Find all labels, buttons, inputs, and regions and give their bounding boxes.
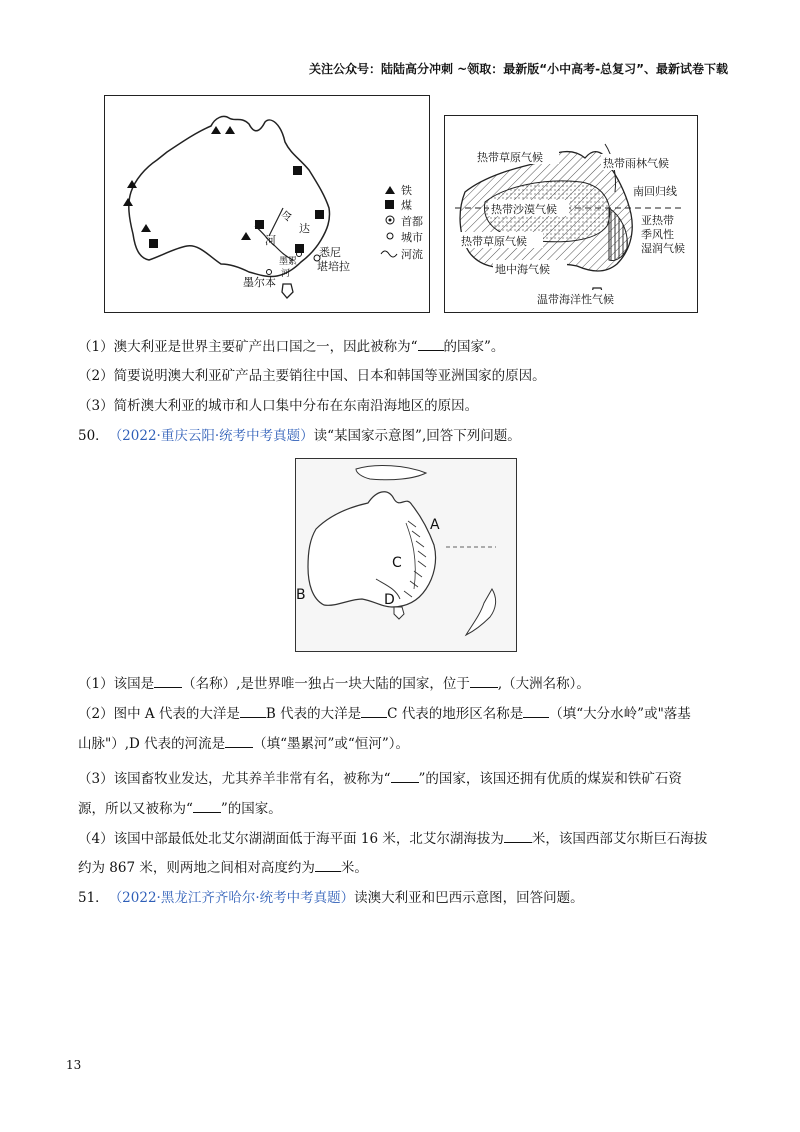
answer-blank[interactable] [391,770,419,783]
map1-label-melbourne: 墨尔本 [243,276,276,289]
map1-label-da: 达 [299,222,310,235]
q50-sub1: （1）该国是 （名称）,是世界唯一独占一块大陆的国家，位于 ,（大洲名称）。 [78,676,590,692]
page-number: 13 [66,1058,82,1072]
answer-blank[interactable] [154,675,182,688]
map2-label-marine: 温带海洋性气候 [537,293,614,306]
map3-label-c: C [392,555,402,571]
q50-stem: 50．（2022·重庆云阳·统考中考真题）读“某国家示意图”,回答下列问题。 [78,428,521,444]
coal-markers [149,166,324,253]
map2-label-subtropical-1: 亚热带 [641,214,674,227]
q50-sub4-cont: 约为 867 米，则两地之间相对高度约为 米。 [78,860,368,876]
oceania-map [295,458,517,652]
map2-label-savanna-s: 热带草原气候 [461,235,527,248]
answer-blank[interactable] [523,705,549,718]
map3-label-d: D [384,592,395,608]
legend-river: 河流 [401,248,423,261]
q49-sub3: （3）简析澳大利亚的城市和人口集中分布在东南沿海地区的原因。 [78,398,479,414]
page-header: 关注公众号：陆陆高分冲刺 ~领取：最新版“小中高考-总复习”、最新试卷下载 [309,62,728,76]
q51-stem: 51．（2022·黑龙江齐齐哈尔·统考中考真题）读澳大利亚和巴西示意图，回答问题。 [78,890,584,906]
map2-label-mediterranean: 地中海气候 [495,263,550,276]
map3-label-a: A [430,517,440,533]
answer-blank[interactable] [470,675,498,688]
q50-sub3: （3）该国畜牧业发达，尤其养羊非常有名，被称为“ ”的国家，该国还拥有优质的煤炭和铁矿石资 [78,771,682,787]
circle-icon [387,233,393,239]
legend-iron: 铁 [401,184,412,197]
answer-blank[interactable] [361,705,387,718]
map1-label-murray: 墨累 [279,257,298,267]
iron-markers [123,126,251,240]
answer-blank[interactable] [193,800,221,813]
map2-label-subtropical-2: 季风性 [641,228,674,241]
q49-sub2: （2）简要说明澳大利亚矿产品主要销往中国、日本和韩国等亚洲国家的原因。 [78,368,546,384]
q51-source-link[interactable]: （2022·黑龙江齐齐哈尔·统考中考真题） [108,890,355,906]
q50-sub2-cont: 山脉"）,D 代表的河流是 （填“墨累河”或“恒河”）。 [78,736,409,752]
map1-label-he2: 河 [281,269,291,279]
answer-blank[interactable] [240,705,266,718]
map2-label-subtropical-3: 湿润气候 [641,242,685,255]
tasmania [282,284,293,298]
map2-label-savanna-n: 热带草原气候 [477,151,543,164]
map2-label-tropic: 南回归线 [633,185,677,198]
legend-city: 城市 [401,231,423,244]
q49-sub1: （1）澳大利亚是世界主要矿产出口国之一，因此被称为“ 的国家”。 [78,339,505,355]
answer-blank[interactable] [315,859,341,872]
map1-label-he: 河 [265,234,276,247]
q50-source-link[interactable]: （2022·重庆云阳·统考中考真题） [108,428,314,444]
map1-label-canberra: 堪培拉 [317,260,350,273]
legend-coal: 煤 [401,199,412,212]
australia-climate-map [444,115,698,313]
triangle-icon [385,186,395,194]
answer-blank[interactable] [225,735,253,748]
map3-label-b: B [296,587,306,603]
map2-label-rainforest: 热带雨林气候 [603,157,669,170]
q50-sub3-cont: 源，所以又被称为“ ”的国家。 [78,801,282,817]
map1-label-sydney: 悉尼 [319,246,341,259]
map1-legend [381,183,423,261]
australia-minerals-map [104,95,430,313]
answer-blank[interactable] [504,830,532,843]
wave-icon [381,251,397,257]
map2-label-desert: 热带沙漠气候 [491,203,557,216]
legend-capital: 首都 [401,215,423,228]
map1-label-ling: 令 [281,210,292,223]
square-icon [385,200,394,209]
q50-sub2: （2）图中 A 代表的大洋是 B 代表的大洋是 C 代表的地形区名称是 （填“大分水岭”或"落基 [78,706,691,722]
answer-blank[interactable] [418,338,444,351]
q50-sub4: （4）该国中部最低处北艾尔湖湖面低于海平面 16 米，北艾尔湖海拔为 米，该国西部艾尔斯巨石海拔 [78,831,708,847]
